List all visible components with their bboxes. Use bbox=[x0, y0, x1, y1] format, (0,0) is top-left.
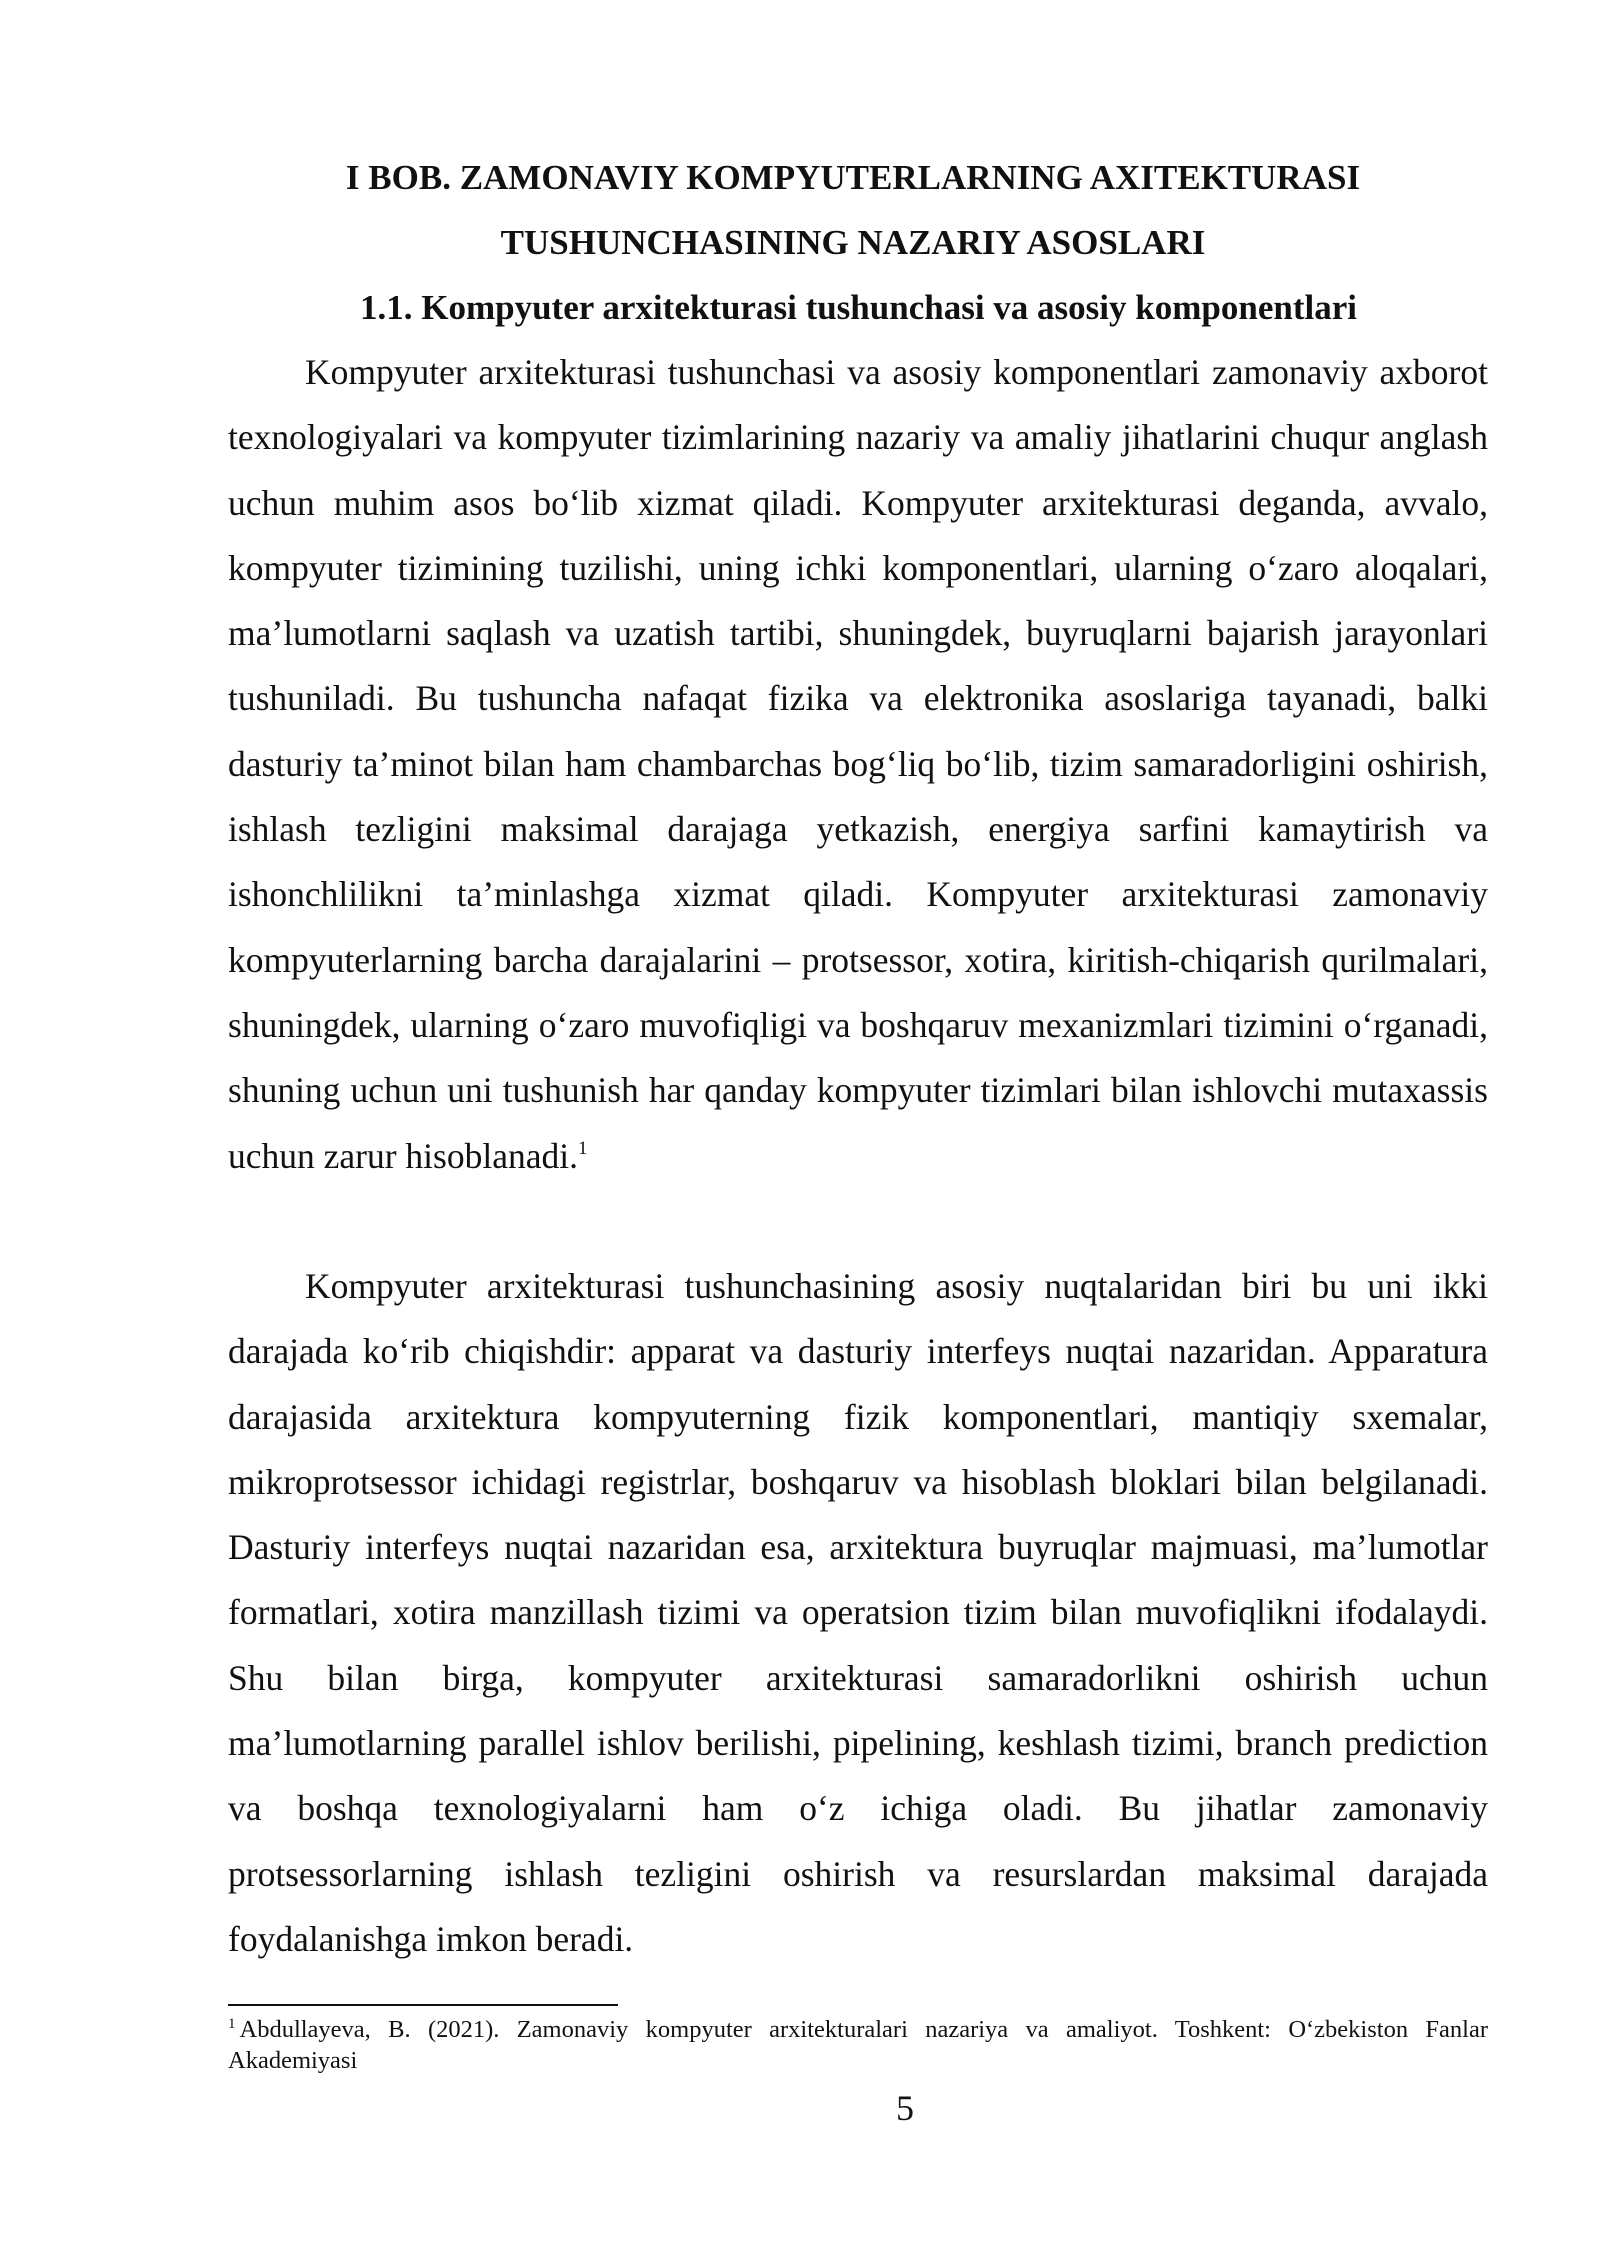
footnote-number: 1 bbox=[228, 2016, 236, 2032]
footnote-text: Abdullayeva, B. (2021). Zamonaviy kompyuter arxitekturalari nazariya va amaliyot. Toshkent: O‘zbekiston Fanlar Akademiyasi bbox=[228, 2016, 1488, 2074]
chapter-title-line-2: TUSHUNCHASINING NAZARIY ASOSLARI bbox=[500, 223, 1206, 262]
body-paragraph-2: Kompyuter arxitekturasi tushunchasining asosiy nuqtalaridan biri bu uni ikki darajada ko‘rib chiqishdir: apparat va dasturiy interfeys nuqtai nazaridan. Apparatura darajasida arxitektura kompyuterning fizik komponentlari, mantiqiy sxemalar, mikroprotsessor ichidagi registrlar, boshqaruv va hisoblash bloklari bilan belgilanadi. Dasturiy interfeys nuqtai nazaridan esa, arxitektura buyruqlar majmuasi, ma’lumotlar formatlari, xotira manzillash tizimi va operatsion tizim bilan muvofiqlikni ifodalaydi. Shu bilan birga, kompyuter arxitekturasi samaradorlikni oshirish uchun ma’lumotlarning parallel ishlov berilishi, pipelining, keshlash tizimi, branch prediction va boshqa texnologiyalarni ham o‘z ichiga oladi. Bu jihatlar zamonaviy protsessorlarning ishlash tezligini oshirish va resurslardan maksimal darajada foydalanishga imkon beradi. bbox=[228, 1266, 1488, 1959]
footnote-separator bbox=[228, 2004, 618, 2006]
paragraph-1-text: Kompyuter arxitekturasi tushunchasi va asosiy komponentlari zamonaviy axborot texnologiyalari va kompyuter tizimlarining nazariy va amaliy jihatlarini chuqur anglash uchun muhim asos bo‘lib xizmat qiladi. Kompyuter arxitekturasi deganda, avvalo, kompyuter tizimining tuzilishi, uning ichki komponentlari, ularning o‘zaro aloqalari, ma’lumotlarni saqlash va uzatish tartibi, shuningdek, buyruqlarni bajarish jarayonlari tushuniladi. Bu tushuncha nafaqat fizika va elektronika asoslariga tayanadi, balki dasturiy ta’minot bilan ham chambarchas bog‘liq bo‘lib, tizim samaradorligini oshirish, ishlash tezligini maksimal darajaga yetkazish, energiya sarfini kamaytirish va ishonchlilikni ta’minlashga xizmat qiladi. Kompyuter arxitekturasi zamonaviy kompyuterlarning barcha darajalarini – protsessor, xotira, kiritish-chiqarish qurilmalari, shuningdek, ularning o‘zaro muvofiqligi va boshqaruv mexanizmlari tizimini o‘rganadi, shuning uchun uni tushunish har qanday kompyuter tizimlari bilan ishlovchi mutaxassis uchun zarur hisoblanadi. bbox=[228, 352, 1488, 1176]
footnote-reference: 1 bbox=[577, 1137, 588, 1159]
page-number: 5 bbox=[896, 2088, 914, 2128]
section-title: 1.1. Kompyuter arxitekturasi tushunchasi va asosiy komponentlari bbox=[360, 288, 1357, 327]
chapter-title-line-1: I BOB. ZAMONAVIY KOMPYUTERLARNING AXITEKTURASI bbox=[345, 158, 1361, 197]
body-paragraph-1 bbox=[228, 340, 1488, 1189]
footnote bbox=[228, 2014, 1488, 2076]
